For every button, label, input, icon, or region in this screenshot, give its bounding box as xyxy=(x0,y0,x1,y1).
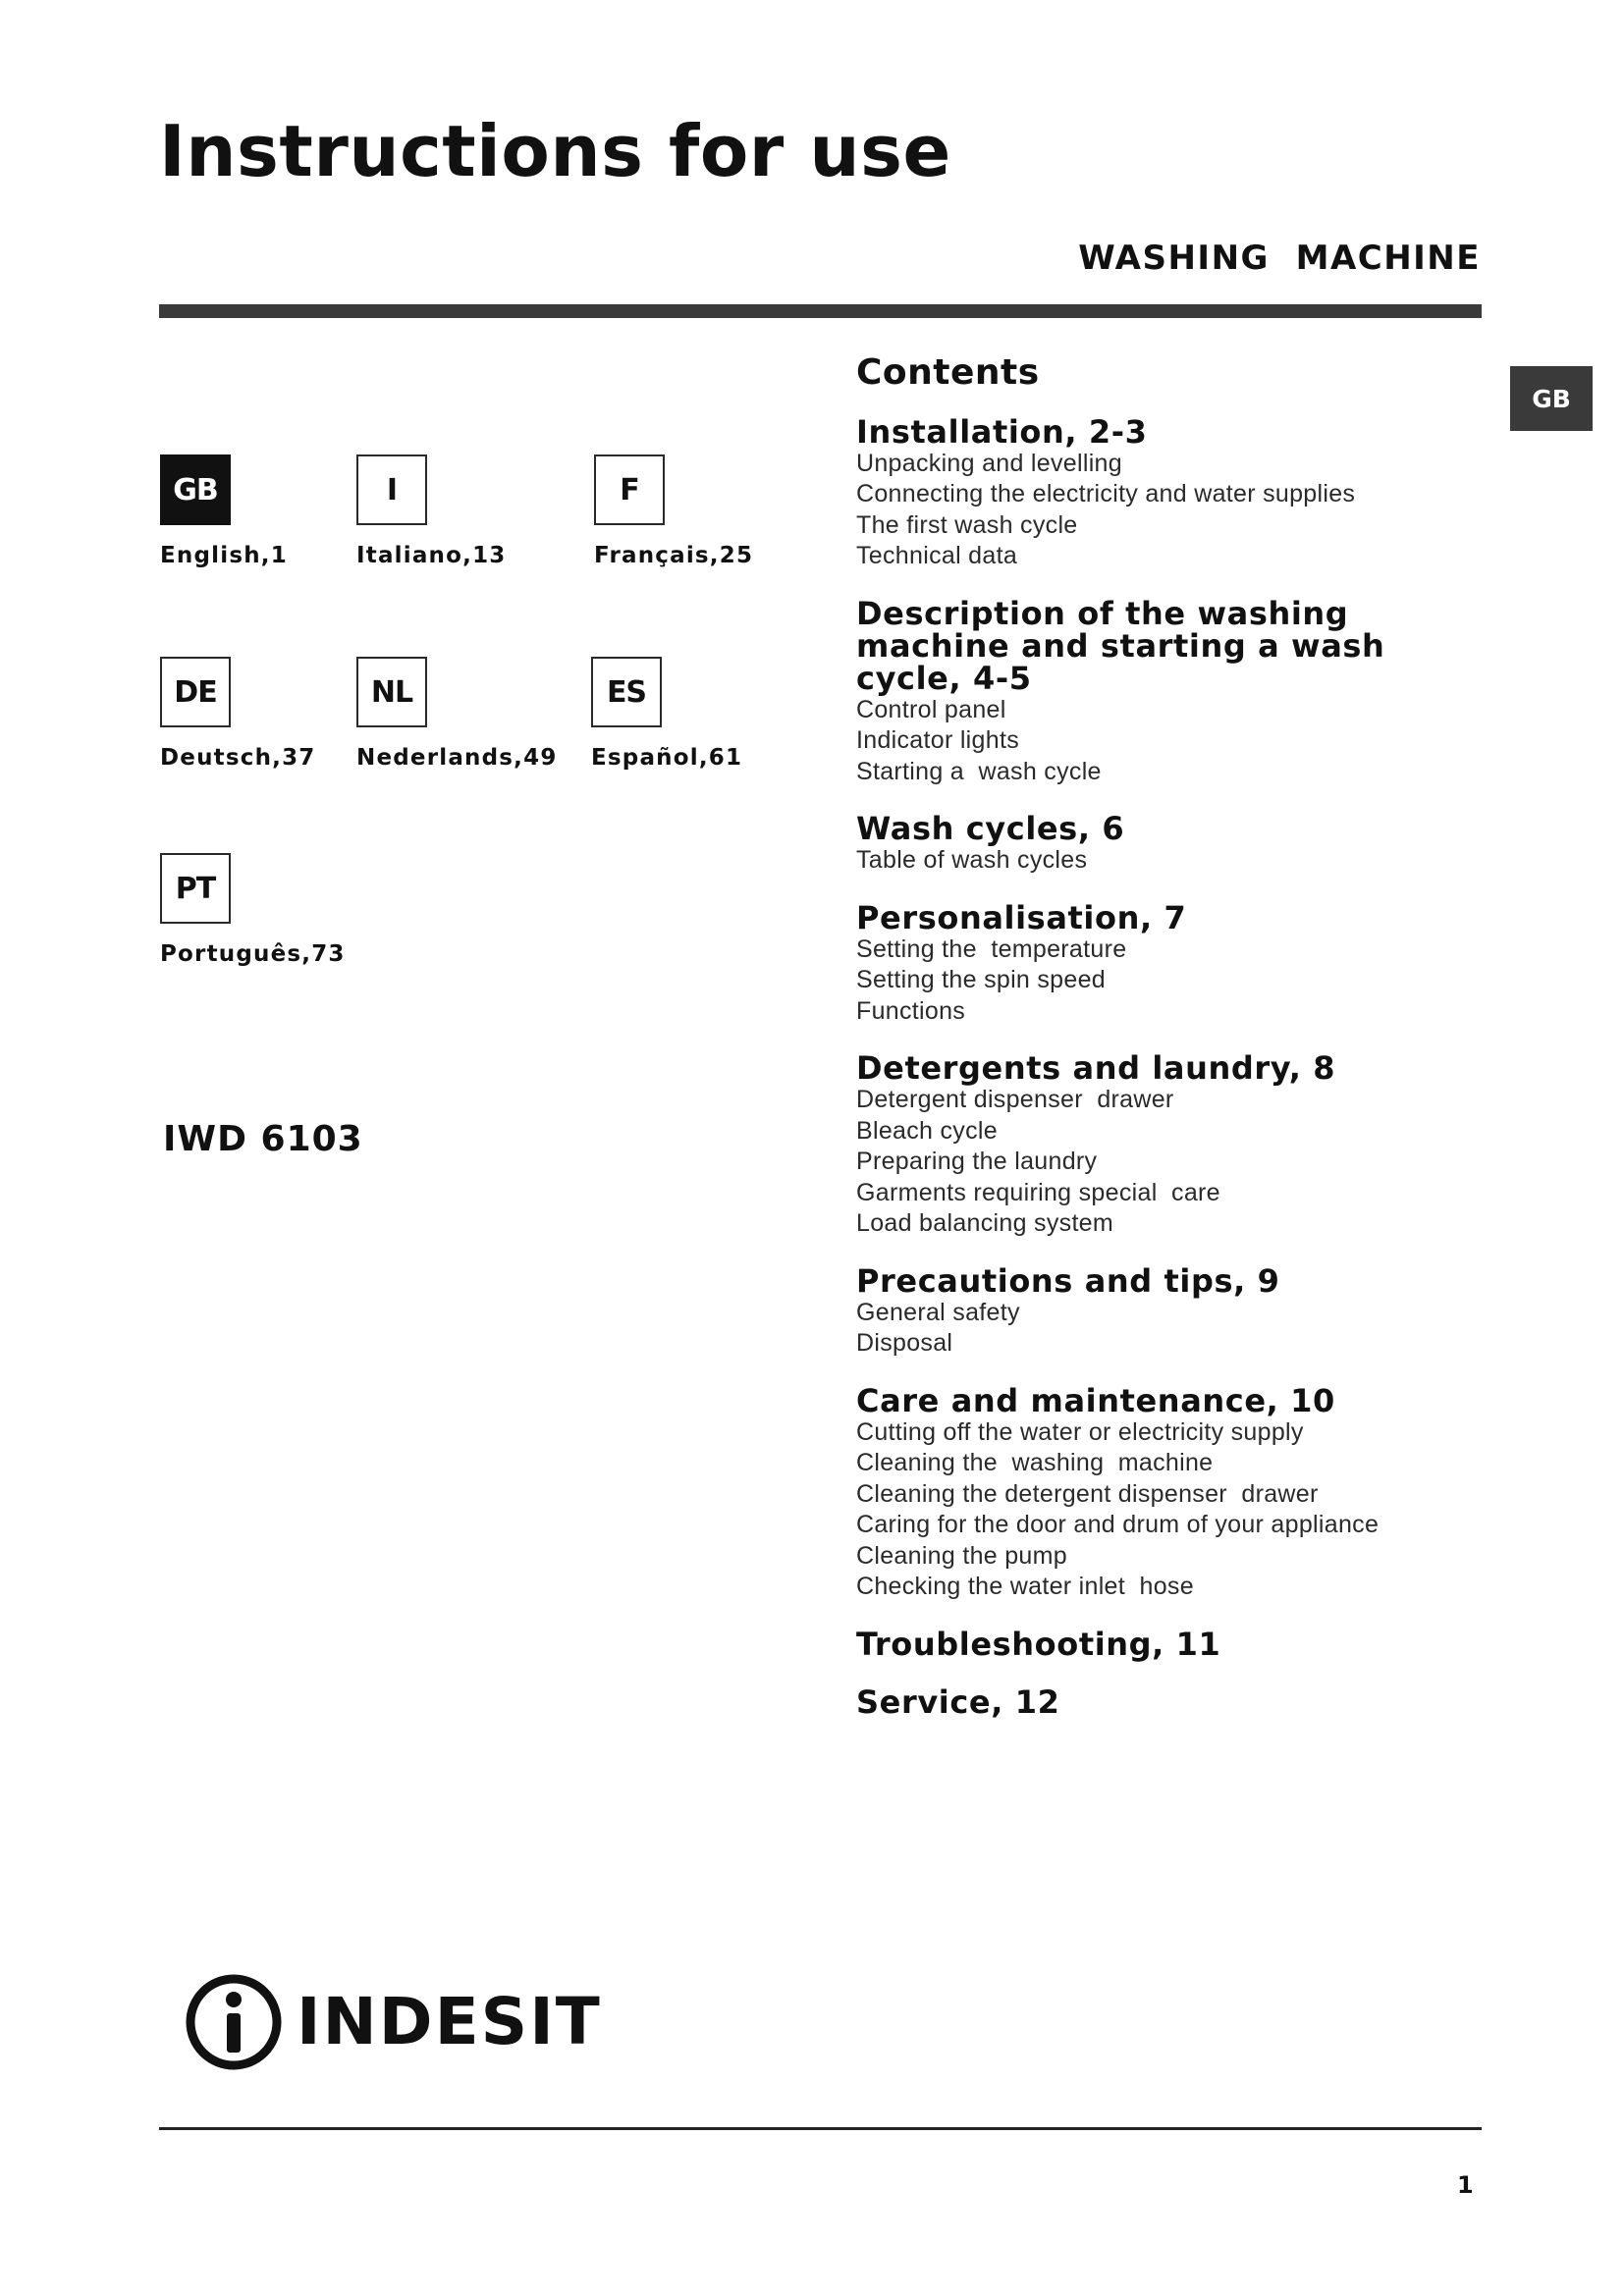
section-item[interactable]: Setting the spin speed xyxy=(856,966,1106,994)
contents-section xyxy=(856,1049,1485,1240)
language-label: Français,25 xyxy=(594,543,754,568)
section-item[interactable]: Cleaning the pump xyxy=(856,1541,1067,1570)
document-title: Instructions for use xyxy=(159,110,951,192)
contents-section xyxy=(856,412,1485,572)
language-es[interactable] xyxy=(591,657,742,771)
section-title[interactable]: Description of the washing machine and starting a wash cycle, 4-5 xyxy=(856,594,1385,697)
language-code-box: PT xyxy=(160,853,231,924)
section-item[interactable]: Technical data xyxy=(856,542,1018,570)
section-item-list xyxy=(856,1417,1485,1603)
language-label: English,1 xyxy=(160,543,288,568)
language-code-box: I xyxy=(356,454,427,525)
contents-section xyxy=(856,898,1485,1028)
section-item-list xyxy=(856,1085,1485,1240)
language-code-box: F xyxy=(594,454,665,525)
table-of-contents xyxy=(856,353,1485,1744)
page-number: 1 xyxy=(1457,2171,1474,2199)
section-item[interactable]: Bleach cycle xyxy=(856,1116,998,1145)
footer-rule xyxy=(159,2127,1482,2130)
language-label: Nederlands,49 xyxy=(356,745,558,771)
section-item[interactable]: Table of wash cycles xyxy=(856,846,1088,875)
contents-section xyxy=(856,594,1485,788)
language-code-box: DE xyxy=(160,657,231,727)
language-label: Italiano,13 xyxy=(356,543,507,568)
language-label: Português,73 xyxy=(160,941,346,967)
section-item[interactable]: Checking the water inlet hose xyxy=(856,1573,1194,1601)
contents-sections xyxy=(856,412,1485,1721)
section-item[interactable]: Cleaning the washing machine xyxy=(856,1449,1214,1477)
section-item[interactable]: Setting the temperature xyxy=(856,934,1127,963)
language-label: Español,61 xyxy=(591,745,743,771)
contents-section xyxy=(856,1261,1485,1360)
info-circle-logo-icon xyxy=(185,1973,283,2071)
section-item-list xyxy=(856,1298,1485,1360)
contents-section xyxy=(856,1682,1485,1721)
contents-heading: Contents xyxy=(856,352,1040,393)
section-item-list xyxy=(856,449,1485,572)
contents-section xyxy=(856,1625,1485,1663)
section-item[interactable]: Cutting off the water or electricity supply xyxy=(856,1417,1304,1446)
language-pt[interactable] xyxy=(160,853,346,967)
section-item[interactable]: Preparing the laundry xyxy=(856,1148,1098,1176)
section-item[interactable]: Disposal xyxy=(856,1329,953,1358)
section-title[interactable]: Troubleshooting, 11 xyxy=(856,1625,1221,1663)
section-title[interactable]: Personalisation, 7 xyxy=(856,898,1187,936)
language-it[interactable] xyxy=(356,454,506,568)
section-title[interactable]: Care and maintenance, 10 xyxy=(856,1381,1335,1419)
brand-name: INDESIT xyxy=(297,1984,602,2059)
section-item[interactable]: Caring for the door and drum of your appliance xyxy=(856,1511,1380,1539)
language-code-box: GB xyxy=(160,454,231,525)
section-item[interactable]: Unpacking and levelling xyxy=(856,449,1122,477)
section-item[interactable]: Detergent dispenser drawer xyxy=(856,1086,1174,1114)
language-nl[interactable] xyxy=(356,657,558,771)
product-type: WASHING MACHINE xyxy=(1078,239,1481,278)
section-title[interactable]: Detergents and laundry, 8 xyxy=(856,1049,1336,1088)
contents-section xyxy=(856,810,1485,877)
language-de[interactable] xyxy=(160,657,316,771)
section-title[interactable]: Installation, 2-3 xyxy=(856,412,1148,451)
language-code-box: NL xyxy=(356,657,427,727)
section-item[interactable]: Starting a wash cycle xyxy=(856,757,1102,785)
section-item[interactable]: Control panel xyxy=(856,695,1006,723)
section-item[interactable]: Functions xyxy=(856,996,966,1025)
language-label: Deutsch,37 xyxy=(160,745,316,771)
brand-logo xyxy=(185,1973,602,2071)
language-side-tab: GB xyxy=(1510,366,1593,431)
section-title[interactable]: Precautions and tips, 9 xyxy=(856,1261,1280,1300)
section-item-list xyxy=(856,934,1485,1028)
section-item[interactable]: Load balancing system xyxy=(856,1209,1114,1238)
section-item[interactable]: Connecting the electricity and water supplies xyxy=(856,480,1356,508)
header-rule xyxy=(159,304,1482,318)
section-title[interactable]: Wash cycles, 6 xyxy=(856,810,1125,848)
language-code-box: ES xyxy=(591,657,662,727)
section-item-list xyxy=(856,695,1485,788)
section-item-list xyxy=(856,845,1485,877)
language-gb[interactable] xyxy=(160,454,288,568)
contents-section xyxy=(856,1381,1485,1603)
model-number: IWD 6103 xyxy=(163,1119,363,1159)
section-title[interactable]: Service, 12 xyxy=(856,1682,1060,1721)
section-item[interactable]: The first wash cycle xyxy=(856,510,1078,539)
section-item[interactable]: Cleaning the detergent dispenser drawer xyxy=(856,1479,1319,1508)
section-item[interactable]: Garments requiring special care xyxy=(856,1178,1220,1206)
section-item[interactable]: Indicator lights xyxy=(856,726,1019,755)
section-item[interactable]: General safety xyxy=(856,1298,1020,1326)
language-fr[interactable] xyxy=(594,454,753,568)
